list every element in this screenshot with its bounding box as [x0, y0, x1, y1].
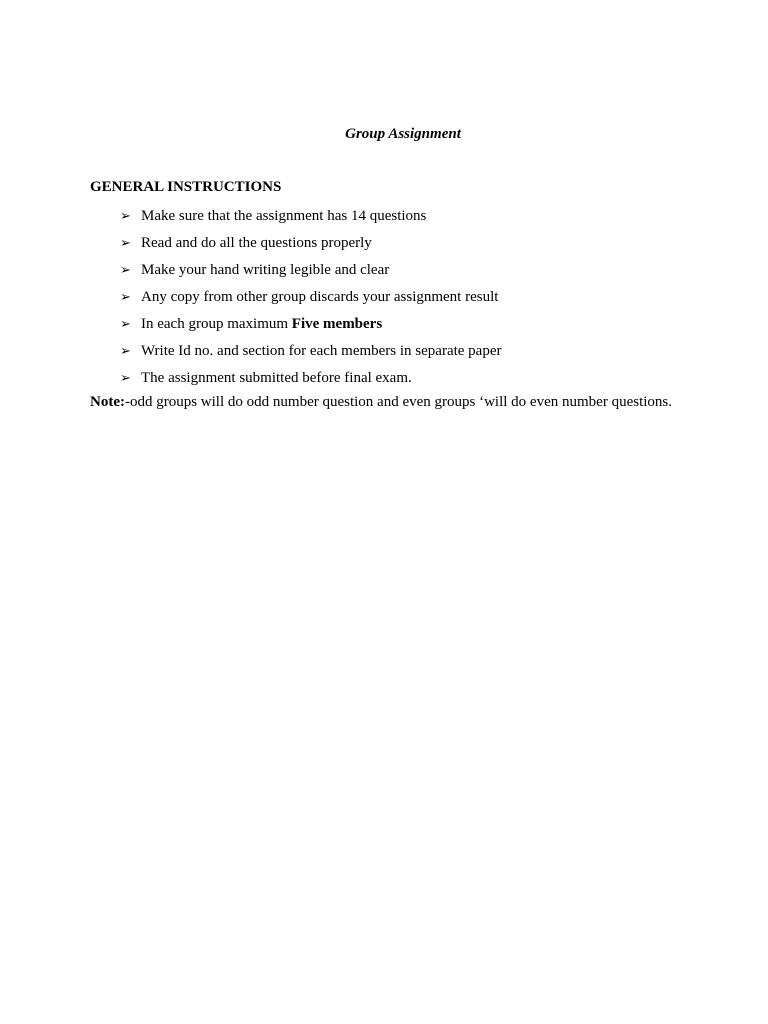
- note-text: -odd groups will do odd number question and even groups ‘will do even number questions.: [124, 394, 672, 410]
- arrow-bullet-icon: ➢: [120, 262, 131, 277]
- arrow-bullet-icon: ➢: [120, 316, 131, 331]
- arrow-bullet-icon: ➢: [120, 343, 131, 358]
- instructions-heading: GENERAL INSTRUCTIONS: [90, 179, 282, 195]
- list-item: [120, 341, 502, 368]
- instruction-text: In each group maximum: [141, 316, 292, 332]
- arrow-bullet-icon: ➢: [120, 208, 131, 223]
- instruction-text: Make your hand writing legible and clear: [141, 262, 390, 278]
- arrow-bullet-icon: ➢: [120, 235, 131, 250]
- instruction-text: Make sure that the assignment has 14 questions: [141, 208, 427, 224]
- list-item: [120, 260, 502, 287]
- list-item: [120, 287, 502, 314]
- arrow-bullet-icon: ➢: [120, 289, 131, 304]
- instruction-text: The assignment submitted before final exam.: [141, 370, 412, 386]
- list-item: [120, 233, 502, 260]
- note-label: Note:: [90, 394, 125, 410]
- list-item: [120, 314, 502, 341]
- arrow-bullet-icon: ➢: [120, 370, 131, 385]
- list-item: [120, 368, 502, 395]
- note-paragraph: [90, 394, 672, 411]
- instruction-bold-text: Five members: [291, 316, 383, 332]
- instructions-list: [120, 206, 502, 395]
- list-item: [120, 206, 502, 233]
- instruction-text: Read and do all the questions properly: [141, 235, 372, 251]
- document-title: Group Assignment: [345, 126, 461, 142]
- instruction-text: Write Id no. and section for each members in separate paper: [141, 343, 502, 359]
- instruction-text: Any copy from other group discards your assignment result: [141, 289, 499, 305]
